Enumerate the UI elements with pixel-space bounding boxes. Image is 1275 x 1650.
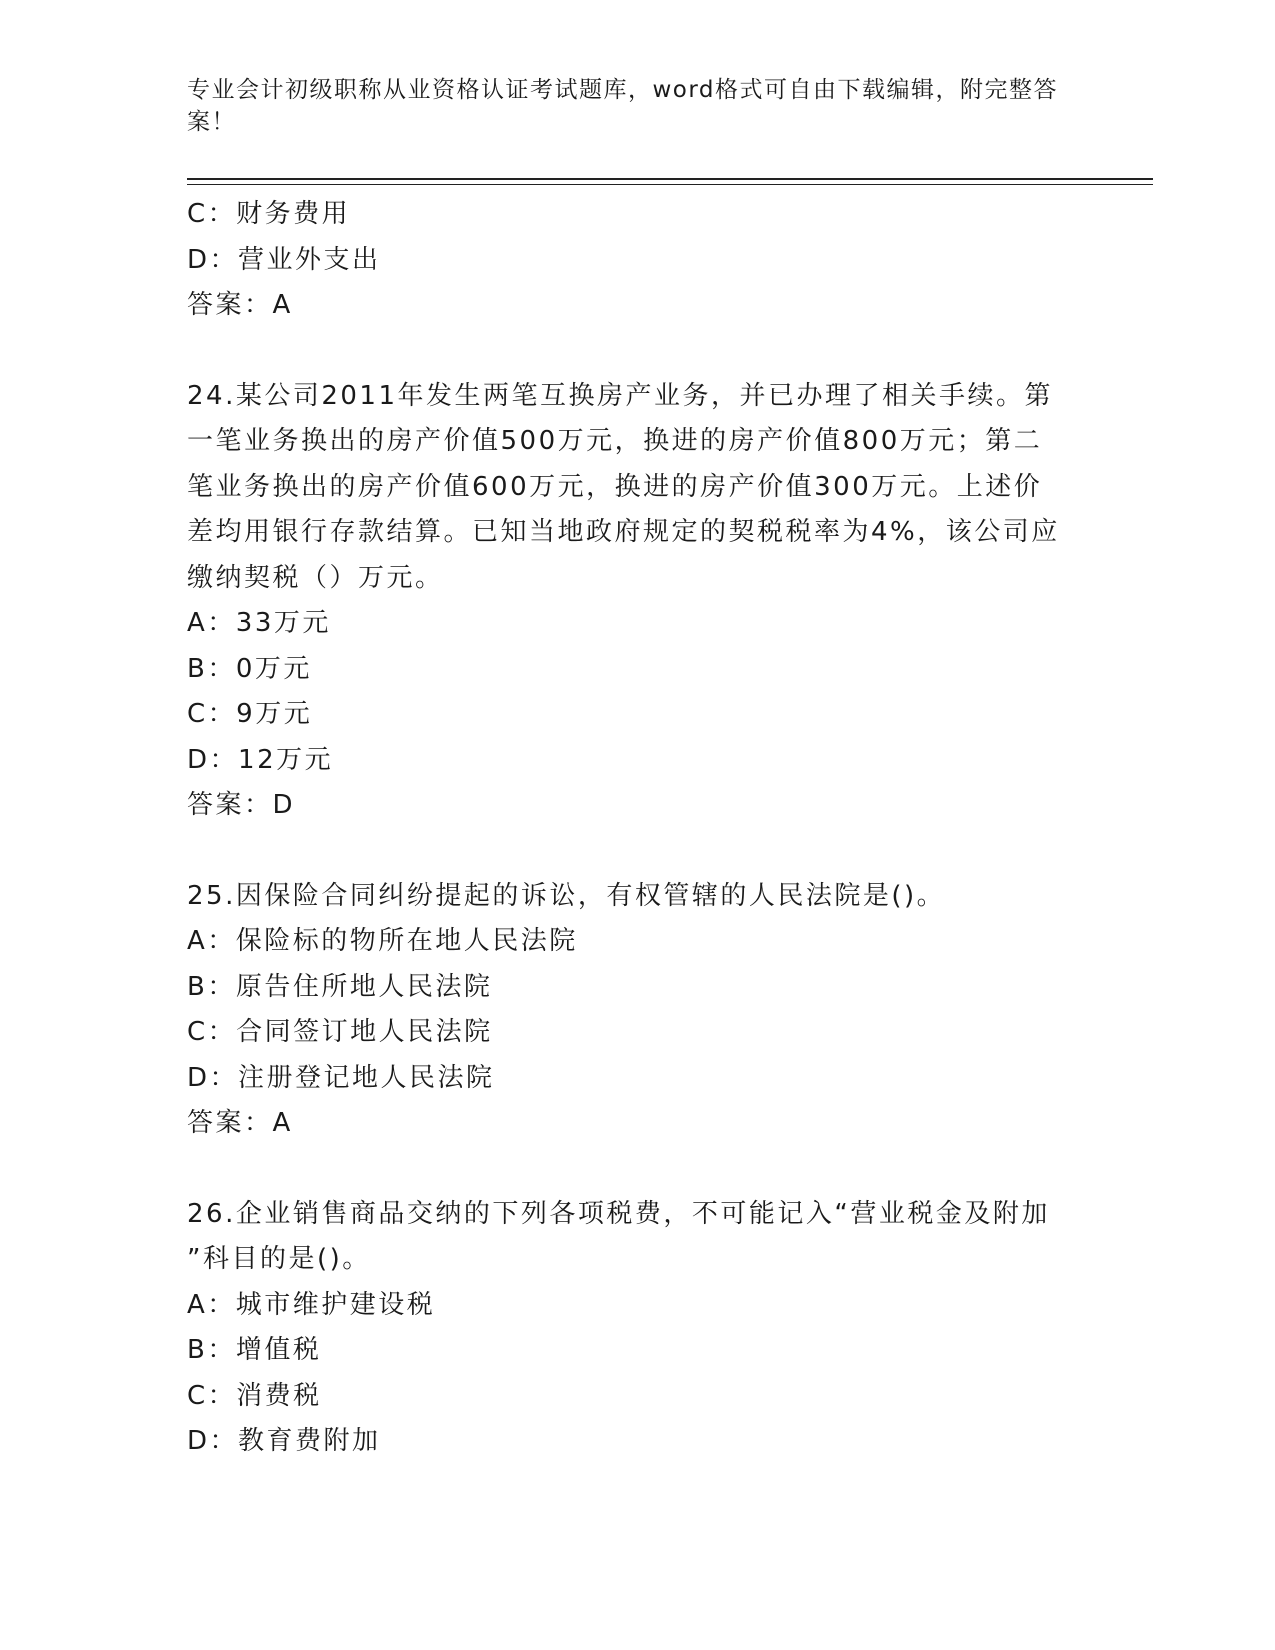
question-24 [187, 374, 1067, 829]
option-a: A：33万元 [187, 608, 331, 638]
question-stem-line: 24.某公司2011年发生两笔互换房产业务，并已办理了相关手续。第 [187, 380, 1054, 411]
answer: 答案：A [187, 290, 293, 320]
header-rule-thick [187, 178, 1153, 180]
top-block [187, 192, 1067, 329]
question-stem-line: 26.企业销售商品交纳的下列各项税费，不可能记入“营业税金及附加 [187, 1198, 1050, 1229]
option-d: D：注册登记地人民法院 [187, 1062, 495, 1093]
option-c: C：9万元 [187, 699, 313, 729]
option-b: B：0万元 [187, 653, 312, 684]
answer: 答案：A [187, 1108, 293, 1138]
option-a: A：城市维护建设税 [187, 1289, 436, 1320]
question-stem-line: 25.因保险合同纠纷提起的诉讼，有权管辖的人民法院是()。 [187, 880, 946, 911]
option-d: D：12万元 [187, 744, 334, 775]
option-c: C：合同签订地人民法院 [187, 1017, 493, 1047]
option-b: B：原告住所地人民法院 [187, 971, 493, 1002]
question-stem-line: 缴纳契税（）万元。 [187, 562, 444, 593]
option-a: A：保险标的物所在地人民法院 [187, 926, 578, 956]
option-d: D：营业外支出 [187, 244, 381, 275]
option-b: B：增值税 [187, 1335, 322, 1365]
question-stem-line: 笔业务换出的房产价值600万元，换进的房产价值300万元。上述价 [187, 471, 1043, 502]
document-header: 专业会计初级职称从业资格认证考试题库，word格式可自由下载编辑，附完整答案！ [187, 77, 1059, 135]
option-c: C：财务费用 [187, 199, 351, 229]
document-body [187, 192, 1067, 1465]
question-stem-line: ”科目的是()。 [187, 1244, 371, 1274]
question-25 [187, 874, 1067, 1147]
question-stem-line: 一笔业务换出的房产价值500万元，换进的房产价值800万元；第二 [187, 426, 1043, 456]
option-d: D：教育费附加 [187, 1426, 381, 1456]
answer: 答案：D [187, 790, 296, 820]
option-c: C：消费税 [187, 1380, 322, 1411]
question-26 [187, 1192, 1067, 1465]
header-rule-thin [187, 184, 1153, 185]
question-stem-line: 差均用银行存款结算。已知当地政府规定的契税税率为4%，该公司应 [187, 517, 1060, 547]
